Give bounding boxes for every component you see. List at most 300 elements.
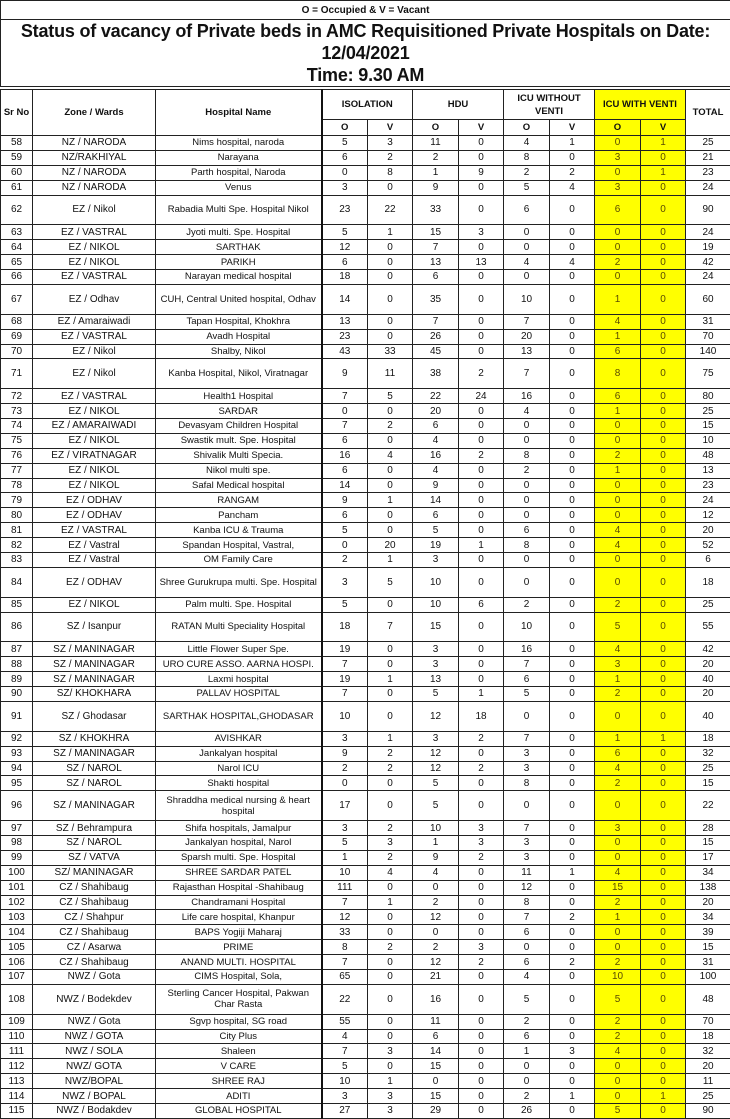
cell-hdu-o: 0 xyxy=(413,925,459,940)
cell-zone: NWZ/ GOTA xyxy=(33,1059,156,1074)
cell-total: 28 xyxy=(686,821,730,836)
cell-isolation-v: 0 xyxy=(368,404,413,419)
cell-icu-v: 0 xyxy=(550,359,595,389)
cell-total: 25 xyxy=(686,404,730,419)
cell-isolation-v: 2 xyxy=(368,761,413,776)
cell-isolation-o: 19 xyxy=(322,672,368,687)
cell-sr-no: 65 xyxy=(1,255,33,270)
cell-isolation-v: 3 xyxy=(368,835,413,850)
cell-icu-o: 7 xyxy=(504,359,550,389)
cell-isolation-o: 5 xyxy=(322,136,368,151)
cell-isolation-v: 0 xyxy=(368,880,413,895)
cell-isolation-v: 3 xyxy=(368,1089,413,1104)
cell-isolation-v: 11 xyxy=(368,359,413,389)
cell-icu-o: 4 xyxy=(504,969,550,984)
cell-isolation-o: 3 xyxy=(322,567,368,597)
table-row xyxy=(1,1089,730,1104)
cell-sr-no: 114 xyxy=(1,1089,33,1104)
cell-zone: SZ / MANINAGAR xyxy=(33,791,156,821)
cell-icu-v: 0 xyxy=(550,1104,595,1119)
cell-isolation-v: 1 xyxy=(368,672,413,687)
cell-icu-o: 4 xyxy=(504,136,550,151)
cell-icu-v: 0 xyxy=(550,329,595,344)
cell-total: 42 xyxy=(686,642,730,657)
cell-zone: SZ / Behrampura xyxy=(33,821,156,836)
cell-isolation-o: 6 xyxy=(322,463,368,478)
cell-hdu-o: 33 xyxy=(413,195,459,225)
table-row xyxy=(1,1029,730,1044)
cell-zone: EZ / VASTRAL xyxy=(33,523,156,538)
cell-zone: CZ / Shahpur xyxy=(33,910,156,925)
cell-venti-v: 0 xyxy=(641,1014,686,1029)
cell-hdu-o: 0 xyxy=(413,1074,459,1089)
table-row xyxy=(1,136,730,151)
table-row xyxy=(1,746,730,761)
cell-hospital: Nims hospital, naroda xyxy=(156,136,322,151)
cell-hospital: Shivalik Multi Specia. xyxy=(156,448,322,463)
cell-hdu-v: 0 xyxy=(459,344,504,359)
table-row xyxy=(1,776,730,791)
cell-venti-v: 0 xyxy=(641,508,686,523)
table-row xyxy=(1,1074,730,1089)
cell-icu-v: 0 xyxy=(550,270,595,285)
cell-isolation-o: 65 xyxy=(322,969,368,984)
cell-icu-o: 0 xyxy=(504,225,550,240)
header-sr-no: Sr No xyxy=(1,90,33,136)
cell-hdu-o: 15 xyxy=(413,225,459,240)
cell-hdu-v: 3 xyxy=(459,225,504,240)
cell-hdu-v: 0 xyxy=(459,791,504,821)
cell-sr-no: 62 xyxy=(1,195,33,225)
cell-venti-o: 0 xyxy=(595,850,641,865)
cell-venti-v: 0 xyxy=(641,761,686,776)
cell-icu-v: 0 xyxy=(550,225,595,240)
cell-sr-no: 63 xyxy=(1,225,33,240)
header-v: V xyxy=(641,120,686,136)
cell-hospital: Kanba ICU & Trauma xyxy=(156,523,322,538)
cell-hdu-v: 0 xyxy=(459,984,504,1014)
cell-venti-o: 1 xyxy=(595,329,641,344)
cell-isolation-v: 0 xyxy=(368,657,413,672)
cell-venti-o: 4 xyxy=(595,642,641,657)
table-row xyxy=(1,389,730,404)
cell-hdu-o: 2 xyxy=(413,940,459,955)
cell-total: 90 xyxy=(686,1104,730,1119)
cell-isolation-o: 7 xyxy=(322,955,368,970)
cell-sr-no: 115 xyxy=(1,1104,33,1119)
table-row xyxy=(1,761,730,776)
cell-hospital: PALLAV HOSPITAL xyxy=(156,687,322,702)
cell-icu-o: 2 xyxy=(504,463,550,478)
title-line-1: Status of vacancy of Private beds in AMC Requisitioned Private Hospitals on Date: 12/04/2021 xyxy=(1,20,730,64)
cell-hospital: CIMS Hospital, Sola, xyxy=(156,969,322,984)
cell-total: 34 xyxy=(686,910,730,925)
cell-hdu-v: 0 xyxy=(459,508,504,523)
cell-hdu-v: 0 xyxy=(459,910,504,925)
cell-icu-o: 0 xyxy=(504,701,550,731)
cell-hospital: Sterling Cancer Hospital, Pakwan Char Rasta xyxy=(156,984,322,1014)
cell-icu-v: 0 xyxy=(550,1014,595,1029)
cell-icu-o: 2 xyxy=(504,1089,550,1104)
cell-icu-o: 0 xyxy=(504,1059,550,1074)
cell-venti-o: 4 xyxy=(595,523,641,538)
cell-isolation-v: 33 xyxy=(368,344,413,359)
cell-zone: SZ / KHOKHRA xyxy=(33,731,156,746)
cell-isolation-v: 0 xyxy=(368,642,413,657)
cell-venti-v: 0 xyxy=(641,314,686,329)
cell-venti-v: 0 xyxy=(641,776,686,791)
cell-zone: EZ / Nikol xyxy=(33,195,156,225)
cell-icu-v: 0 xyxy=(550,984,595,1014)
cell-hospital: Safal Medical hospital xyxy=(156,478,322,493)
cell-sr-no: 94 xyxy=(1,761,33,776)
cell-total: 40 xyxy=(686,701,730,731)
cell-venti-v: 0 xyxy=(641,225,686,240)
cell-total: 55 xyxy=(686,612,730,642)
cell-venti-o: 8 xyxy=(595,359,641,389)
cell-isolation-v: 0 xyxy=(368,597,413,612)
cell-total: 48 xyxy=(686,984,730,1014)
cell-isolation-o: 6 xyxy=(322,508,368,523)
cell-total: 70 xyxy=(686,329,730,344)
cell-hospital: SARTHAK HOSPITAL,GHODASAR xyxy=(156,701,322,731)
cell-venti-o: 0 xyxy=(595,165,641,180)
cell-hospital: SHREE RAJ xyxy=(156,1074,322,1089)
cell-total: 21 xyxy=(686,150,730,165)
header-total: TOTAL xyxy=(686,90,730,136)
cell-hdu-v: 0 xyxy=(459,746,504,761)
cell-venti-o: 0 xyxy=(595,791,641,821)
table-row xyxy=(1,478,730,493)
cell-hdu-o: 7 xyxy=(413,314,459,329)
cell-hdu-o: 6 xyxy=(413,270,459,285)
cell-total: 18 xyxy=(686,567,730,597)
cell-hdu-v: 6 xyxy=(459,597,504,612)
cell-venti-o: 1 xyxy=(595,672,641,687)
cell-venti-v: 0 xyxy=(641,195,686,225)
cell-isolation-o: 6 xyxy=(322,255,368,270)
cell-hospital: Jankalyan hospital xyxy=(156,746,322,761)
table-row xyxy=(1,1044,730,1059)
cell-venti-o: 0 xyxy=(595,508,641,523)
cell-venti-o: 4 xyxy=(595,1044,641,1059)
cell-hdu-o: 22 xyxy=(413,389,459,404)
cell-venti-o: 5 xyxy=(595,984,641,1014)
cell-venti-v: 0 xyxy=(641,925,686,940)
cell-icu-o: 7 xyxy=(504,657,550,672)
table-row xyxy=(1,538,730,553)
cell-zone: NWZ / SOLA xyxy=(33,1044,156,1059)
cell-isolation-o: 55 xyxy=(322,1014,368,1029)
table-row xyxy=(1,910,730,925)
cell-hdu-v: 0 xyxy=(459,776,504,791)
cell-hdu-v: 0 xyxy=(459,567,504,597)
cell-hdu-v: 9 xyxy=(459,165,504,180)
cell-isolation-v: 0 xyxy=(368,180,413,195)
table-row xyxy=(1,165,730,180)
cell-hospital: PARIKH xyxy=(156,255,322,270)
cell-total: 24 xyxy=(686,225,730,240)
cell-venti-o: 6 xyxy=(595,389,641,404)
cell-sr-no: 85 xyxy=(1,597,33,612)
cell-hdu-v: 0 xyxy=(459,880,504,895)
cell-hdu-o: 9 xyxy=(413,478,459,493)
cell-hdu-o: 12 xyxy=(413,761,459,776)
cell-zone: EZ / Nikol xyxy=(33,359,156,389)
cell-hospital: Nikol multi spe. xyxy=(156,463,322,478)
cell-sr-no: 93 xyxy=(1,746,33,761)
cell-venti-o: 0 xyxy=(595,940,641,955)
cell-venti-v: 0 xyxy=(641,657,686,672)
cell-isolation-o: 6 xyxy=(322,433,368,448)
table-row xyxy=(1,672,730,687)
cell-venti-o: 4 xyxy=(595,865,641,880)
cell-icu-v: 2 xyxy=(550,165,595,180)
cell-hospital: Avadh Hospital xyxy=(156,329,322,344)
cell-isolation-v: 0 xyxy=(368,284,413,314)
cell-hdu-v: 0 xyxy=(459,463,504,478)
cell-total: 18 xyxy=(686,1029,730,1044)
cell-total: 15 xyxy=(686,940,730,955)
cell-icu-o: 0 xyxy=(504,567,550,597)
cell-total: 12 xyxy=(686,508,730,523)
cell-isolation-o: 5 xyxy=(322,225,368,240)
cell-zone: SZ / MANINAGAR xyxy=(33,672,156,687)
cell-isolation-o: 9 xyxy=(322,746,368,761)
cell-hdu-o: 11 xyxy=(413,136,459,151)
cell-hdu-v: 0 xyxy=(459,478,504,493)
cell-isolation-o: 7 xyxy=(322,687,368,702)
cell-venti-o: 2 xyxy=(595,776,641,791)
cell-hdu-v: 0 xyxy=(459,1044,504,1059)
cell-hospital: Spandan Hospital, Vastral, xyxy=(156,538,322,553)
cell-icu-o: 0 xyxy=(504,791,550,821)
cell-hdu-o: 3 xyxy=(413,642,459,657)
table-row xyxy=(1,225,730,240)
cell-icu-v: 1 xyxy=(550,865,595,880)
cell-icu-v: 0 xyxy=(550,672,595,687)
cell-zone: NWZ / Gota xyxy=(33,969,156,984)
cell-venti-o: 4 xyxy=(595,538,641,553)
cell-venti-v: 0 xyxy=(641,433,686,448)
cell-icu-v: 0 xyxy=(550,552,595,567)
cell-hospital: Shifa hospitals, Jamalpur xyxy=(156,821,322,836)
cell-venti-v: 0 xyxy=(641,1074,686,1089)
cell-hdu-o: 5 xyxy=(413,776,459,791)
cell-hdu-v: 0 xyxy=(459,493,504,508)
cell-venti-v: 0 xyxy=(641,478,686,493)
table-row xyxy=(1,925,730,940)
cell-icu-o: 16 xyxy=(504,389,550,404)
cell-icu-o: 6 xyxy=(504,195,550,225)
cell-isolation-v: 0 xyxy=(368,687,413,702)
header-zone: Zone / Wards xyxy=(33,90,156,136)
cell-icu-o: 4 xyxy=(504,255,550,270)
cell-hospital: Jyoti multi. Spe. Hospital xyxy=(156,225,322,240)
cell-zone: EZ / VASTRAL xyxy=(33,329,156,344)
cell-hdu-v: 0 xyxy=(459,1029,504,1044)
cell-zone: EZ / NIKOL xyxy=(33,404,156,419)
cell-venti-o: 0 xyxy=(595,493,641,508)
cell-icu-o: 7 xyxy=(504,314,550,329)
cell-total: 70 xyxy=(686,1014,730,1029)
cell-icu-v: 0 xyxy=(550,821,595,836)
cell-sr-no: 64 xyxy=(1,240,33,255)
table-row xyxy=(1,493,730,508)
cell-icu-v: 1 xyxy=(550,136,595,151)
cell-venti-o: 0 xyxy=(595,567,641,597)
cell-venti-o: 1 xyxy=(595,731,641,746)
cell-icu-v: 4 xyxy=(550,255,595,270)
cell-icu-o: 0 xyxy=(504,508,550,523)
cell-icu-v: 0 xyxy=(550,761,595,776)
cell-venti-o: 3 xyxy=(595,821,641,836)
cell-hdu-v: 1 xyxy=(459,687,504,702)
cell-isolation-o: 9 xyxy=(322,493,368,508)
cell-hdu-o: 10 xyxy=(413,567,459,597)
cell-hdu-o: 6 xyxy=(413,418,459,433)
cell-zone: CZ / Asarwa xyxy=(33,940,156,955)
cell-isolation-o: 14 xyxy=(322,478,368,493)
cell-venti-o: 3 xyxy=(595,150,641,165)
cell-venti-o: 3 xyxy=(595,180,641,195)
cell-zone: SZ / NAROL xyxy=(33,761,156,776)
cell-icu-o: 3 xyxy=(504,761,550,776)
cell-icu-v: 0 xyxy=(550,835,595,850)
cell-zone: EZ / VASTRAL xyxy=(33,225,156,240)
cell-total: 6 xyxy=(686,552,730,567)
table-row xyxy=(1,314,730,329)
cell-total: 15 xyxy=(686,776,730,791)
cell-icu-o: 0 xyxy=(504,270,550,285)
cell-isolation-v: 0 xyxy=(368,969,413,984)
cell-hospital: Shree Gurukrupa multi. Spe. Hospital xyxy=(156,567,322,597)
cell-icu-o: 0 xyxy=(504,478,550,493)
cell-isolation-v: 1 xyxy=(368,895,413,910)
header-v: V xyxy=(459,120,504,136)
cell-icu-v: 0 xyxy=(550,791,595,821)
cell-sr-no: 59 xyxy=(1,150,33,165)
cell-icu-v: 0 xyxy=(550,642,595,657)
cell-isolation-o: 3 xyxy=(322,180,368,195)
cell-hdu-o: 2 xyxy=(413,150,459,165)
cell-isolation-o: 18 xyxy=(322,612,368,642)
cell-venti-v: 0 xyxy=(641,701,686,731)
cell-hdu-o: 5 xyxy=(413,687,459,702)
cell-venti-o: 1 xyxy=(595,404,641,419)
cell-total: 20 xyxy=(686,895,730,910)
cell-sr-no: 60 xyxy=(1,165,33,180)
cell-icu-v: 1 xyxy=(550,1089,595,1104)
cell-sr-no: 101 xyxy=(1,880,33,895)
cell-total: 13 xyxy=(686,463,730,478)
table-row xyxy=(1,284,730,314)
cell-venti-o: 0 xyxy=(595,433,641,448)
cell-total: 15 xyxy=(686,418,730,433)
table-row xyxy=(1,984,730,1014)
cell-venti-v: 0 xyxy=(641,255,686,270)
cell-hospital: Chandramani Hospital xyxy=(156,895,322,910)
cell-isolation-v: 2 xyxy=(368,940,413,955)
cell-sr-no: 99 xyxy=(1,850,33,865)
table-row xyxy=(1,701,730,731)
cell-venti-o: 4 xyxy=(595,314,641,329)
cell-zone: EZ / ODHAV xyxy=(33,493,156,508)
cell-icu-v: 0 xyxy=(550,389,595,404)
cell-isolation-o: 9 xyxy=(322,359,368,389)
cell-icu-v: 0 xyxy=(550,478,595,493)
cell-venti-v: 0 xyxy=(641,1104,686,1119)
cell-venti-o: 6 xyxy=(595,195,641,225)
cell-isolation-v: 20 xyxy=(368,538,413,553)
cell-isolation-v: 7 xyxy=(368,612,413,642)
cell-zone: EZ / Vastral xyxy=(33,552,156,567)
cell-isolation-v: 5 xyxy=(368,389,413,404)
table-row xyxy=(1,508,730,523)
cell-icu-o: 2 xyxy=(504,165,550,180)
cell-total: 20 xyxy=(686,523,730,538)
cell-hospital: SHREE SARDAR PATEL xyxy=(156,865,322,880)
cell-total: 25 xyxy=(686,597,730,612)
cell-venti-v: 0 xyxy=(641,552,686,567)
cell-venti-v: 0 xyxy=(641,284,686,314)
cell-isolation-v: 2 xyxy=(368,418,413,433)
cell-total: 24 xyxy=(686,493,730,508)
cell-hdu-v: 2 xyxy=(459,761,504,776)
cell-hdu-o: 4 xyxy=(413,865,459,880)
cell-hospital: Narol ICU xyxy=(156,761,322,776)
cell-hospital: Jankalyan hospital, Narol xyxy=(156,835,322,850)
cell-hdu-o: 3 xyxy=(413,657,459,672)
cell-zone: EZ / VIRATNAGAR xyxy=(33,448,156,463)
cell-hdu-v: 0 xyxy=(459,925,504,940)
cell-sr-no: 70 xyxy=(1,344,33,359)
header-v: V xyxy=(550,120,595,136)
cell-sr-no: 103 xyxy=(1,910,33,925)
cell-isolation-o: 5 xyxy=(322,523,368,538)
cell-hdu-v: 0 xyxy=(459,969,504,984)
cell-isolation-v: 2 xyxy=(368,850,413,865)
cell-isolation-v: 3 xyxy=(368,1104,413,1119)
cell-venti-v: 1 xyxy=(641,136,686,151)
cell-icu-o: 8 xyxy=(504,448,550,463)
cell-icu-v: 0 xyxy=(550,687,595,702)
cell-total: 19 xyxy=(686,240,730,255)
cell-total: 75 xyxy=(686,359,730,389)
cell-sr-no: 83 xyxy=(1,552,33,567)
cell-venti-o: 2 xyxy=(595,448,641,463)
cell-venti-o: 2 xyxy=(595,687,641,702)
cell-sr-no: 81 xyxy=(1,523,33,538)
cell-isolation-o: 23 xyxy=(322,195,368,225)
cell-venti-v: 0 xyxy=(641,150,686,165)
cell-venti-o: 0 xyxy=(595,240,641,255)
cell-icu-o: 5 xyxy=(504,687,550,702)
cell-isolation-o: 0 xyxy=(322,165,368,180)
cell-venti-v: 0 xyxy=(641,895,686,910)
cell-hdu-o: 21 xyxy=(413,969,459,984)
table-row xyxy=(1,195,730,225)
header-o: O xyxy=(413,120,459,136)
cell-venti-v: 0 xyxy=(641,463,686,478)
cell-hdu-o: 10 xyxy=(413,821,459,836)
cell-zone: SZ / NAROL xyxy=(33,835,156,850)
cell-venti-o: 0 xyxy=(595,225,641,240)
cell-venti-v: 0 xyxy=(641,448,686,463)
cell-hospital: OM Family Care xyxy=(156,552,322,567)
cell-isolation-o: 10 xyxy=(322,865,368,880)
table-row xyxy=(1,940,730,955)
